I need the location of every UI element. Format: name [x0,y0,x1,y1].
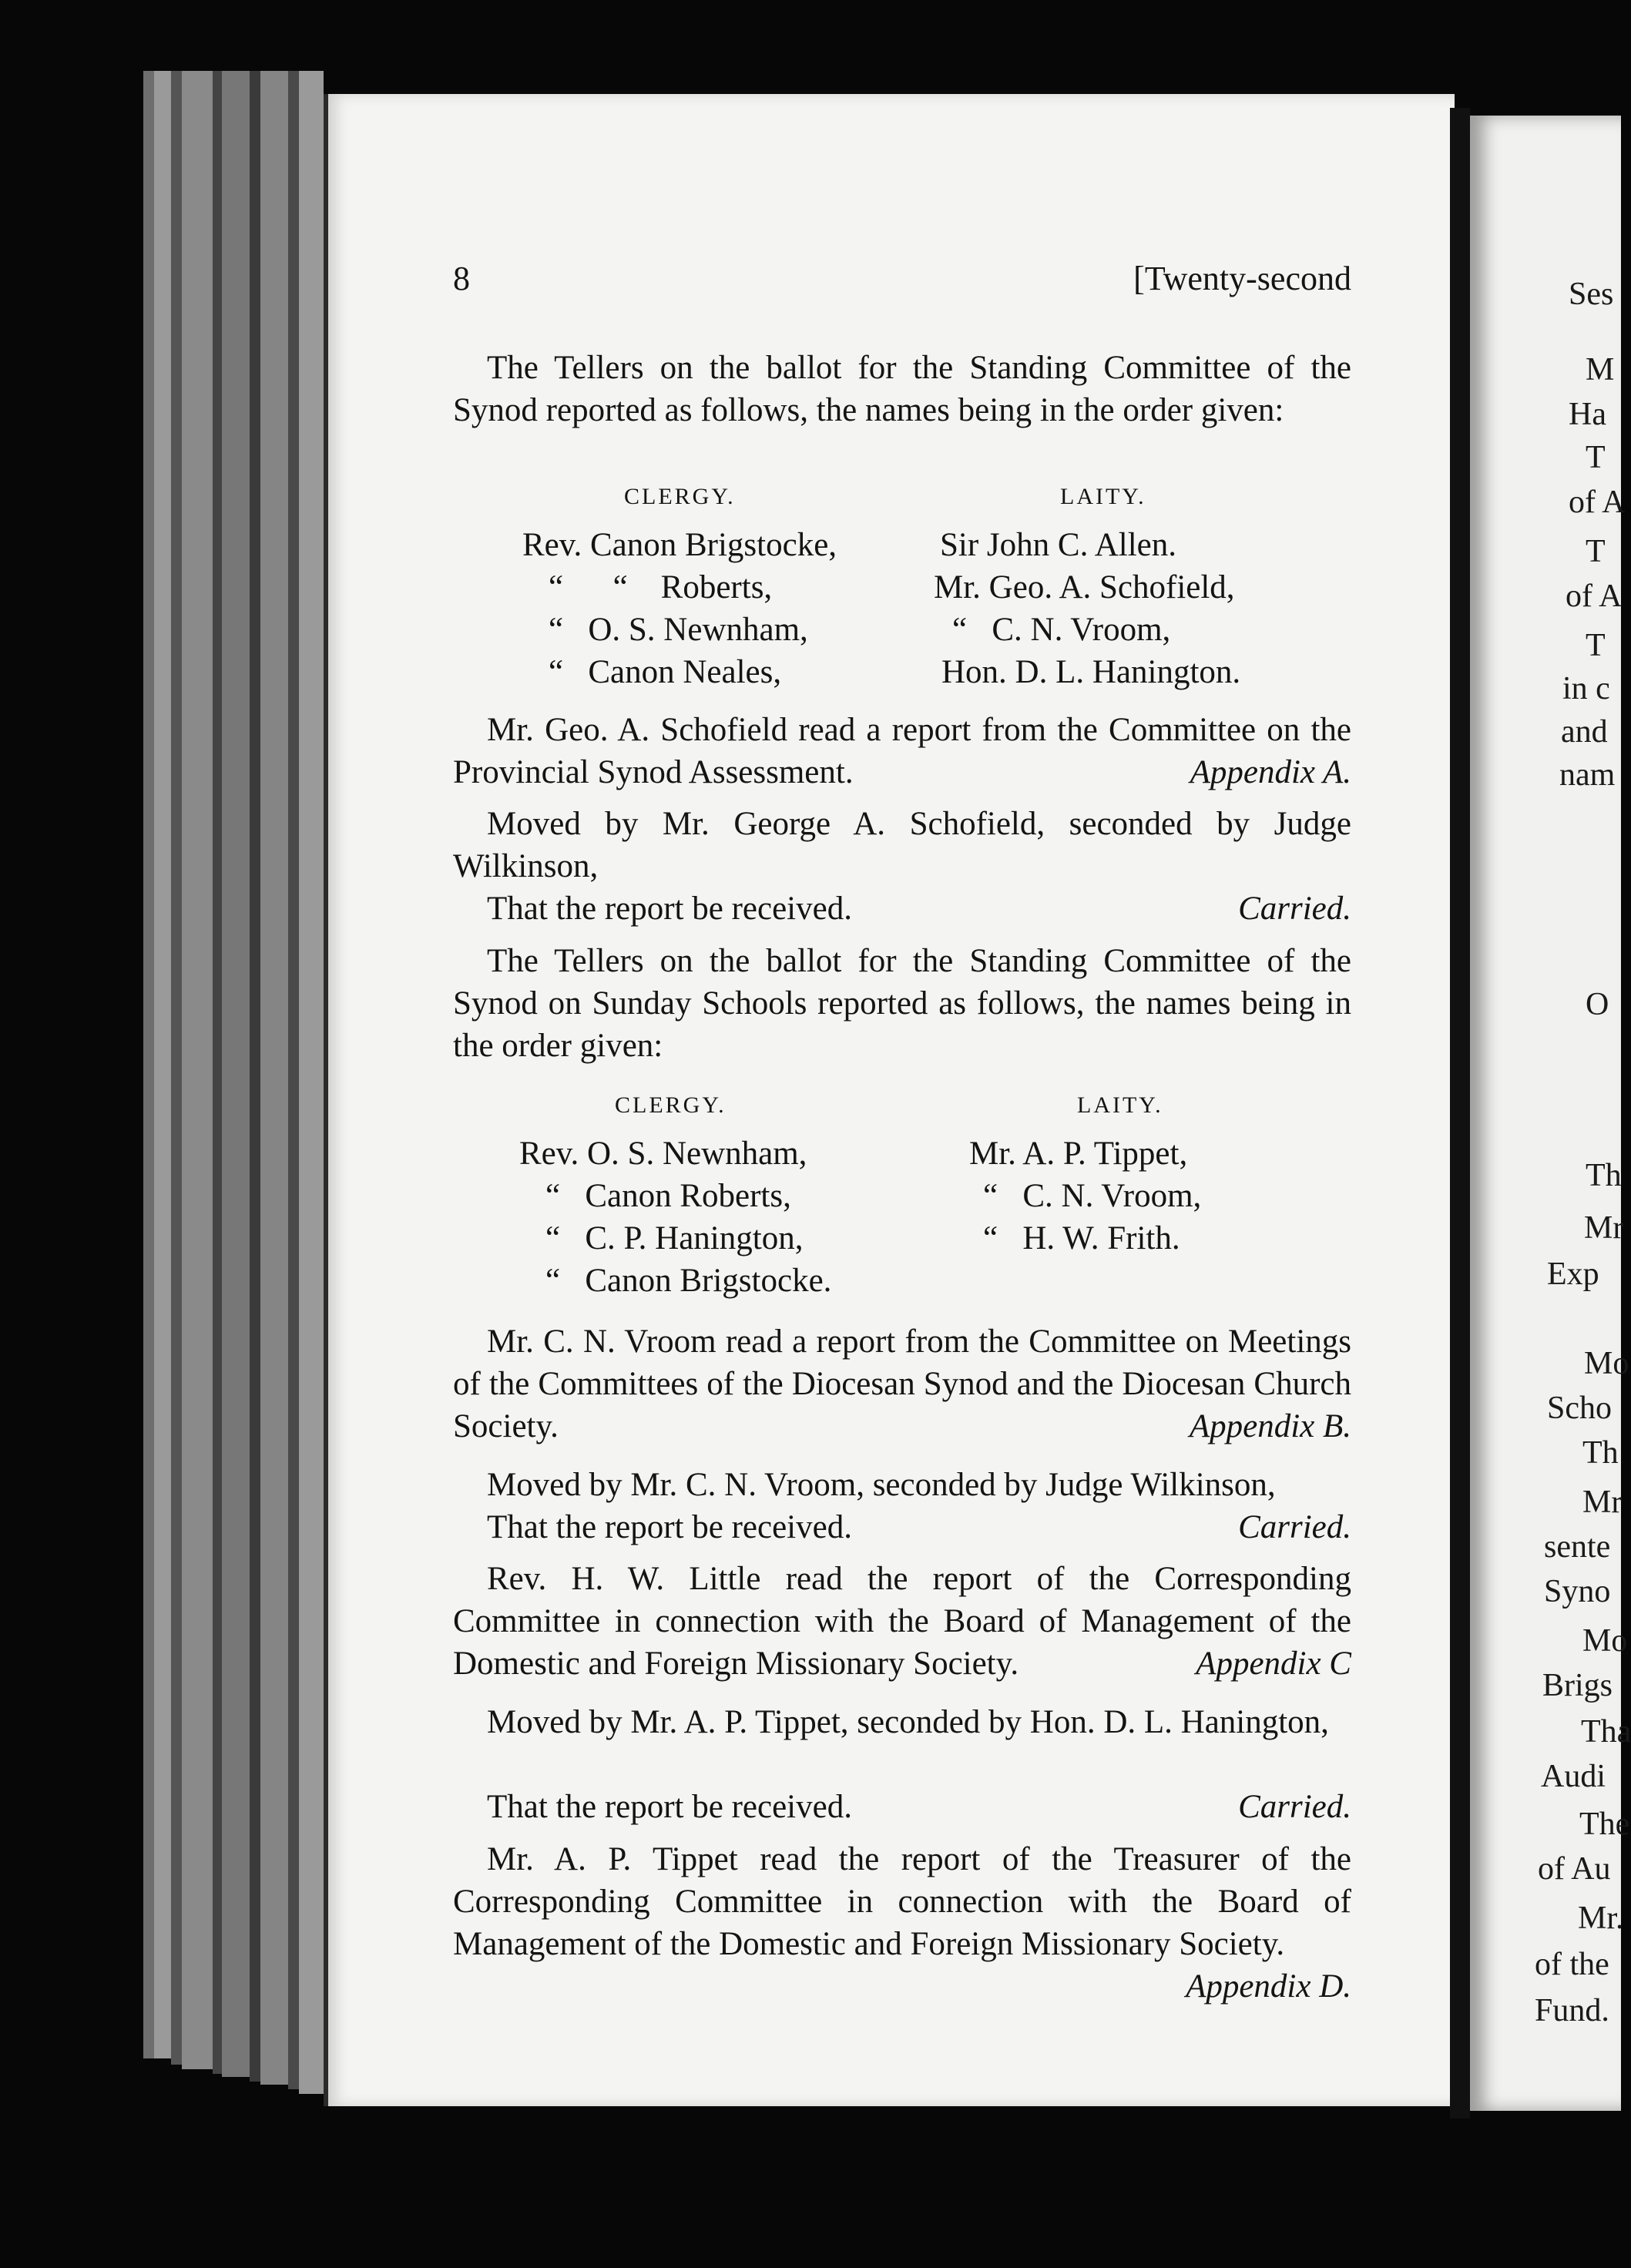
fragment-text: Ses [1569,277,1614,312]
fragment-text: Tha [1581,1714,1631,1750]
paragraph-little-report: Rev. H. W. Little read the report of the Corresponding Committee in connection with the Board of Management of the Domestic and Foreign Missionary Society. [453,1561,1351,1682]
appendix-b: Appendix B. [1189,1408,1351,1444]
fragment-text: Ha [1569,397,1606,432]
list-item: “ “ Roberts, [549,569,773,606]
gutter [1450,108,1470,2119]
laity-heading: LAITY. [1077,1092,1163,1118]
fragment-text: and [1561,714,1608,750]
list-item: “ Canon Roberts, [545,1178,791,1214]
fragment-text: Brigs [1542,1668,1613,1703]
laity-heading: LAITY. [1060,484,1146,509]
page-number: 8 [453,260,470,297]
fragment-text: Mo [1582,1623,1628,1659]
fragment-text: Mr. [1578,1901,1624,1936]
fragment-text: Scho [1547,1391,1612,1426]
list-item: “ Canon Brigstocke. [545,1263,832,1299]
fragment-text: of A [1569,485,1626,520]
list-item: Mr. Geo. A. Schofield, [934,569,1235,606]
list-item: Hon. D. L. Hanington. [941,654,1241,690]
paragraph-tippet-treasurer: Mr. A. P. Tippet read the report of the Treasurer of the Corresponding Committee in connection with the Board of Management of the Domestic and Foreign Missionary Society. [453,1841,1351,1962]
paragraph-report-received: That the report be received. [487,891,852,927]
fragment-text: Mr [1582,1485,1623,1520]
list-item: “ C. N. Vroom, [952,612,1171,648]
fragment-text: Exp [1547,1256,1599,1292]
carried-label: Carried. [1238,1789,1351,1825]
fragment-text: sente [1544,1529,1611,1565]
list-item: Mr. A. P. Tippet, [969,1136,1188,1172]
fragment-text: T [1586,534,1606,569]
list-item: “ H. W. Frith. [983,1220,1180,1256]
appendix-a: Appendix A. [1190,754,1351,790]
paragraph-vroom-report: Mr. C. N. Vroom read a report from the Committee on Meetings of the Committees of the Diocesan Synod and the Diocesan Church Society. [453,1324,1351,1444]
clergy-heading: CLERGY. [624,484,736,509]
adjacent-page [1470,116,1631,2111]
list-item: Sir John C. Allen. [940,527,1177,563]
carried-label: Carried. [1238,891,1351,927]
carried-label: Carried. [1238,1509,1351,1545]
paragraph-tellers-standing: The Tellers on the ballot for the Standing Committee of the Synod reported as follows, the names being in the order given: [453,350,1351,428]
fragment-text: M [1586,352,1615,388]
fragment-text: Audi [1541,1759,1606,1794]
fragment-text: Th [1582,1435,1619,1471]
fragment-text: Syno [1544,1574,1611,1609]
fragment-text: The [1579,1807,1630,1842]
fragment-text: T [1586,440,1606,475]
list-item: “ C. P. Hanington, [545,1220,804,1256]
fragment-text: T [1586,628,1606,663]
paragraph-schofield-report: Mr. Geo. A. Schofield read a report from the Committee on the Provincial Synod Assessment. [453,712,1351,790]
paragraph-moved-schofield: Moved by Mr. George A. Schofield, seconded by Judge Wilkinson, [453,806,1351,884]
fragment-text: Fund. [1535,1993,1609,2028]
fragment-text: O [1586,987,1609,1022]
fragment-text: of Au [1538,1851,1611,1887]
fragment-text: nam [1559,757,1616,793]
list-item: Rev. Canon Brigstocke, [522,527,837,563]
paragraph-report-received: That the report be received. [487,1509,852,1545]
page-header [453,259,1351,305]
fragment-text: of A [1566,579,1623,614]
fragment-text: Th [1586,1158,1622,1193]
clergy-heading: CLERGY. [615,1092,727,1118]
appendix-c: Appendix C [1196,1646,1351,1682]
appendix-d: Appendix D. [1186,1968,1351,2005]
list-item: “ Canon Neales, [549,654,782,690]
fragment-text: in c [1562,671,1610,706]
fragment-text: Mr [1584,1210,1624,1246]
list-item: “ C. N. Vroom, [983,1178,1202,1214]
running-head: [Twenty-second [1133,260,1351,297]
paragraph-moved-vroom: Moved by Mr. C. N. Vroom, seconded by Judge Wilkinson, [487,1467,1276,1503]
paragraph-tellers-sunday: The Tellers on the ballot for the Standing Committee of the Synod on Sunday Schools reported as follows, the names being in the order given: [453,943,1351,1064]
fragment-text: Mo [1584,1346,1629,1381]
list-item: Rev. O. S. Newnham, [519,1136,807,1172]
list-item: “ O. S. Newnham, [549,612,808,648]
fragment-text: of the [1535,1947,1609,1982]
paragraph-report-received: That the report be received. [487,1789,852,1825]
paragraph-moved-tippet: Moved by Mr. A. P. Tippet, seconded by Hon. D. L. Hanington, [487,1704,1329,1740]
